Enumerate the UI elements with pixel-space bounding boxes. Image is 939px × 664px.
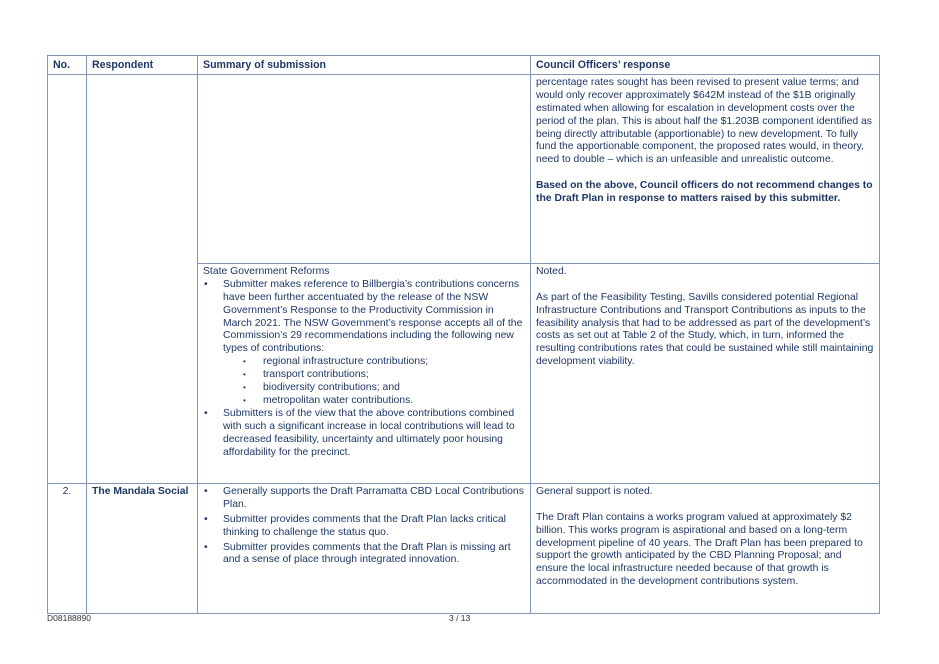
summary-heading: State Government Reforms <box>203 265 330 277</box>
summary-bullet-list <box>203 279 525 460</box>
response-text: percentage rates sought has been revised to present value terms; and would only recover approximately $642M instead of the $1B originally estimated when allowing for escalation in development costs over the period of the plan. This is about half the $1.203B component identified as being directly attributable (apportionable) to new development. To fully fund the apportionable component, the proposed rates would, in theory, need to double – which is an unfeasible and unrealistic outcome. <box>536 76 873 166</box>
table-row <box>48 483 880 613</box>
list-item: • metropolitan water contributions. <box>263 395 525 408</box>
response-noted: General support is noted. <box>536 485 653 497</box>
summary-bullet-list <box>203 486 525 567</box>
list-item: • Generally supports the Draft Parramatta CBD Local Contributions Plan. <box>223 486 525 512</box>
response-text: The Draft Plan contains a works program valued at approximately $2 billion. This works program is aspirational and based on a long-term development pipeline of 40 years. The Draft Plan has been prepared to support the growth anticipated by the CBD Planning Proposal; and ensure the local infrastructure needed because of that growth is accommodated in the development contributions system. <box>536 511 863 588</box>
bullet-text: Submitter makes reference to Billbergia’s contributions concerns have been further accentuated by the release of the NSW Government’s Response to the Productivity Commission in March 2021. The NSW Government’s response accepts all of the Commission’s 29 recommendations including the following new types of contributions: <box>223 278 523 355</box>
header-respondent: Respondent <box>87 56 198 75</box>
header-no: No. <box>48 56 87 75</box>
list-item <box>223 279 525 408</box>
table-header-row <box>48 56 880 75</box>
cell-number <box>48 74 87 483</box>
table-row <box>48 74 880 263</box>
response-text: As part of the Feasibility Testing, Savills considered potential Regional Infrastructure Contributions and Transport Contributions as inputs to the feasibility analysis that had to be addressed as part of the development’s costs as set out at Table 2 of the Study, which, in turn, informed the resulting contributions rates that could be sustained while still maintaining development viability. <box>536 291 874 368</box>
cell-summary <box>198 263 531 483</box>
header-summary: Summary of submission <box>198 56 531 75</box>
cell-response <box>531 263 880 483</box>
cell-summary <box>198 483 531 613</box>
document-reference: D08188890 <box>47 613 91 623</box>
cell-response <box>531 483 880 613</box>
sub-bullet-list <box>223 356 525 408</box>
cell-respondent: The Mandala Social <box>87 483 198 613</box>
response-recommendation: Based on the above, Council officers do not recommend changes to the Draft Plan in response to matters raised by this submitter. <box>536 180 873 205</box>
header-response: Council Officers’ response <box>531 56 880 75</box>
list-item: • Submitter provides comments that the Draft Plan lacks critical thinking to challenge the status quo. <box>223 514 525 540</box>
list-item: • biodiversity contributions; and <box>263 382 525 395</box>
list-item: • Submitter provides comments that the Draft Plan is missing art and a sense of place through integrated innovation. <box>223 542 525 568</box>
cell-respondent <box>87 74 198 483</box>
page-number: 3 / 13 <box>449 613 471 623</box>
cell-response <box>531 74 880 263</box>
list-item: • Submitters is of the view that the above contributions combined with such a significant increase in local contributions will lead to decreased feasibility, uncertainty and ultimately poor housing affordability for the precinct. <box>223 408 525 460</box>
submissions-table <box>47 55 880 614</box>
list-item: • regional infrastructure contributions; <box>263 356 525 369</box>
cell-summary <box>198 74 531 263</box>
response-noted: Noted. <box>536 265 567 277</box>
list-item: • transport contributions; <box>263 369 525 382</box>
cell-number: 2. <box>48 483 87 613</box>
